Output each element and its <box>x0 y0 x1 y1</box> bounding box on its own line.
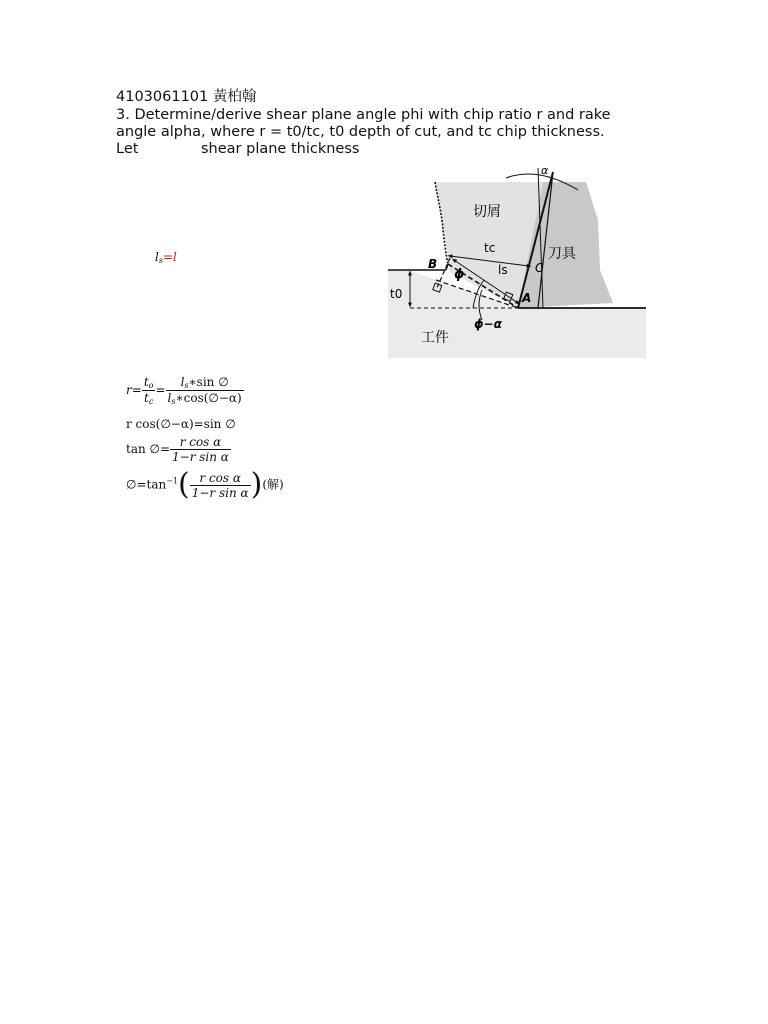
point-a-label: A <box>522 291 532 305</box>
let-word: Let <box>116 141 139 157</box>
tool-label: 刀具 <box>548 246 576 262</box>
ls-label: ls <box>498 263 508 277</box>
student-id-name: 4103061101 黃柏翰 <box>116 89 257 105</box>
equation-1: r= $\frac{t_o}{t_c}$ = $\frac{l_s∗\sin \emptyset}{l_s∗\cos(\emptyset-\alpha)}$ <box>126 375 242 406</box>
tc-label: tc <box>484 241 496 255</box>
let-description: shear plane thickness <box>201 141 360 157</box>
phi-minus-alpha-label: ϕ−α <box>474 317 502 331</box>
equation-4: $\emptyset=\tan^{-1}$( $\frac{\text{r cos α}}{\text{1−r sin α}}$ )(解) <box>126 467 284 502</box>
t0-label: t0 <box>390 287 403 301</box>
workpiece-label: 工件 <box>421 330 449 346</box>
point-c-label: C <box>535 261 544 275</box>
equation-2: r cos(∅−α)=sin ∅ <box>126 417 236 431</box>
let-equation: $l_s=l$ <box>155 250 177 265</box>
question-line-1: 3. Determine/derive shear plane angle phi with chip ratio r and rake <box>116 107 611 123</box>
phi-label: ϕ <box>454 267 465 282</box>
equation-3: tan ∅= $\frac{\text{r cos α}}{\text{1−r sin α}}$ <box>126 435 229 464</box>
point-b-label: B <box>428 257 438 271</box>
chip-label: 切屑 <box>473 204 501 220</box>
alpha-label: α <box>541 164 549 177</box>
orthogonal-cutting-diagram <box>388 160 648 365</box>
question-line-2: angle alpha, where r = t0/tc, t0 depth of cut, and tc chip thickness. <box>116 124 605 140</box>
